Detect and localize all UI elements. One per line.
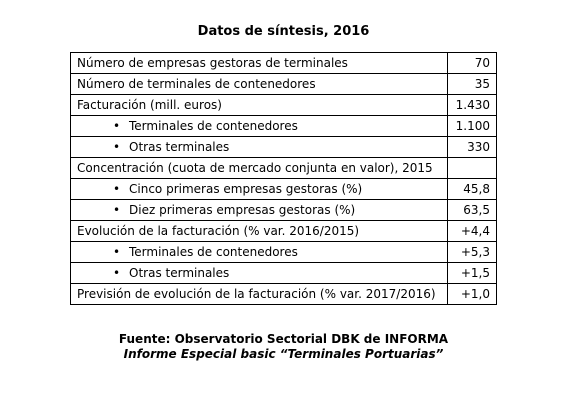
table-row — [71, 200, 497, 221]
row-label: Diez primeras empresas gestoras (%) — [129, 203, 356, 217]
row-value: 330 — [448, 137, 497, 158]
row-label: Número de terminales de contenedores — [71, 74, 448, 95]
bullet-icon: • — [113, 245, 121, 259]
row-label: Terminales de contenedores — [129, 245, 298, 259]
row-value: 1.430 — [448, 95, 497, 116]
row-label-cell — [71, 116, 448, 137]
row-label-cell — [71, 179, 448, 200]
row-label-cell — [71, 242, 448, 263]
table-row — [71, 116, 497, 137]
row-value: 70 — [448, 53, 497, 74]
row-label: Número de empresas gestoras de terminales — [71, 53, 448, 74]
row-label-cell — [71, 137, 448, 158]
table-row — [71, 53, 497, 74]
table-row — [71, 74, 497, 95]
source-line: Fuente: Observatorio Sectorial DBK de INFORMA — [118, 332, 449, 346]
row-value: +1,5 — [448, 263, 497, 284]
row-value: 45,8 — [448, 179, 497, 200]
bullet-icon: • — [113, 182, 121, 196]
row-label: Previsión de evolución de la facturación (% var. 2017/2016) — [71, 284, 448, 305]
row-label: Concentración (cuota de mercado conjunta en valor), 2015 — [71, 158, 448, 179]
bullet-icon: • — [113, 140, 121, 154]
row-label-cell — [71, 263, 448, 284]
report-name: Informe Especial basic “Terminales Portuarias” — [123, 347, 444, 361]
row-label: Evolución de la facturación (% var. 2016/2015) — [71, 221, 448, 242]
row-value: +1,0 — [448, 284, 497, 305]
row-label: Otras terminales — [129, 266, 230, 280]
row-label: Cinco primeras empresas gestoras (%) — [129, 182, 363, 196]
table-row — [71, 137, 497, 158]
table-row — [71, 242, 497, 263]
table-title: Datos de síntesis, 2016 — [197, 24, 370, 39]
table-row — [71, 221, 497, 242]
row-value: 35 — [448, 74, 497, 95]
bullet-icon: • — [113, 266, 121, 280]
row-value: +4,4 — [448, 221, 497, 242]
row-value: 1.100 — [448, 116, 497, 137]
table-row — [71, 284, 497, 305]
row-value — [448, 158, 497, 179]
table-row — [71, 263, 497, 284]
table-row — [71, 158, 497, 179]
row-label-cell — [71, 200, 448, 221]
row-label: Terminales de contenedores — [129, 119, 298, 133]
row-label: Facturación (mill. euros) — [71, 95, 448, 116]
table-row — [71, 95, 497, 116]
row-value: +5,3 — [448, 242, 497, 263]
row-value: 63,5 — [448, 200, 497, 221]
table-row — [71, 179, 497, 200]
row-label: Otras terminales — [129, 140, 230, 154]
bullet-icon: • — [113, 203, 121, 217]
summary-table — [70, 52, 497, 305]
bullet-icon: • — [113, 119, 121, 133]
